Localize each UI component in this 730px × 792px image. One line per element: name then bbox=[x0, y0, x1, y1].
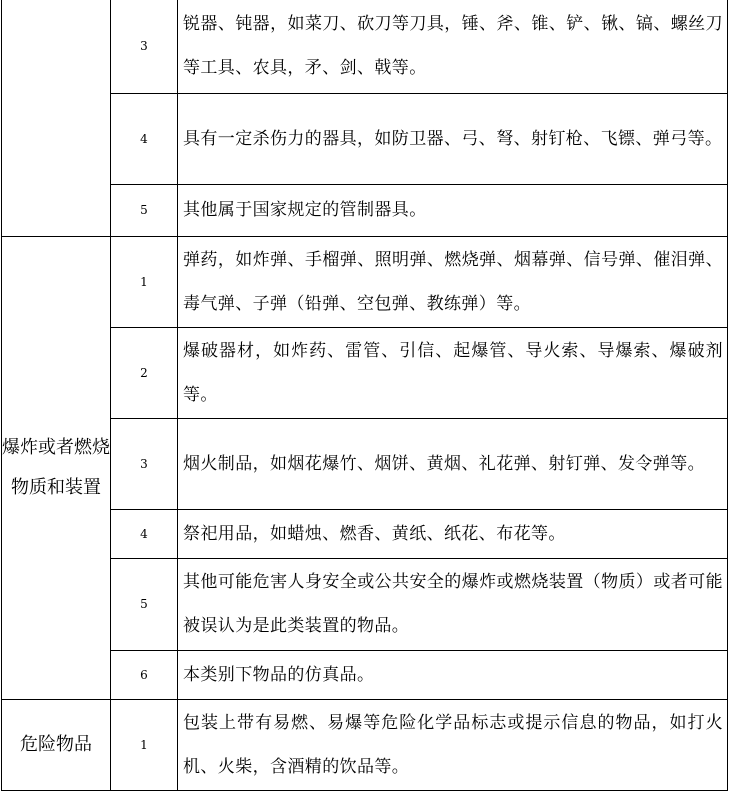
item-description: 本类别下物品的仿真品。 bbox=[178, 650, 728, 699]
item-number: 4 bbox=[111, 93, 178, 184]
table-row bbox=[2, 558, 728, 650]
item-number: 6 bbox=[111, 650, 178, 699]
table-row bbox=[2, 93, 728, 184]
item-description: 包装上带有易燃、易爆等危险化学品标志或提示信息的物品，如打火机、火柴，含酒精的饮品等。 bbox=[178, 699, 728, 790]
table-row bbox=[2, 509, 728, 558]
item-description: 其他属于国家规定的管制器具。 bbox=[178, 184, 728, 236]
item-number: 5 bbox=[111, 184, 178, 236]
item-number: 3 bbox=[111, 0, 178, 93]
table-row bbox=[2, 327, 728, 418]
item-description: 烟火制品，如烟花爆竹、烟饼、黄烟、礼花弹、射钉弹、发令弹等。 bbox=[178, 418, 728, 509]
item-number: 1 bbox=[111, 236, 178, 327]
item-number: 4 bbox=[111, 509, 178, 558]
category-cell: 危险物品 bbox=[2, 699, 111, 790]
category-cell: 爆炸或者燃烧物质和装置 bbox=[2, 236, 111, 699]
category-cell bbox=[2, 0, 111, 236]
item-description: 弹药，如炸弹、手榴弹、照明弹、燃烧弹、烟幕弹、信号弹、催泪弹、毒气弹、子弹（铅弹、空包弹、教练弹）等。 bbox=[178, 236, 728, 327]
table-row bbox=[2, 650, 728, 699]
item-number: 2 bbox=[111, 327, 178, 418]
table-row bbox=[2, 184, 728, 236]
item-description: 爆破器材，如炸药、雷管、引信、起爆管、导火索、导爆索、爆破剂等。 bbox=[178, 327, 728, 418]
item-number: 3 bbox=[111, 418, 178, 509]
item-number: 1 bbox=[111, 699, 178, 790]
table-row bbox=[2, 418, 728, 509]
item-number: 5 bbox=[111, 558, 178, 650]
table-row bbox=[2, 0, 728, 93]
item-description: 其他可能危害人身安全或公共安全的爆炸或燃烧装置（物质）或者可能被误认为是此类装置的物品。 bbox=[178, 558, 728, 650]
item-description: 具有一定杀伤力的器具，如防卫器、弓、弩、射钉枪、飞镖、弹弓等。 bbox=[178, 93, 728, 184]
item-description: 锐器、钝器，如菜刀、砍刀等刀具，锤、斧、锥、铲、锹、镐、螺丝刀等工具、农具，矛、剑、戟等。 bbox=[178, 0, 728, 93]
prohibited-items-table bbox=[1, 0, 728, 791]
item-description: 祭祀用品，如蜡烛、燃香、黄纸、纸花、布花等。 bbox=[178, 509, 728, 558]
table-row bbox=[2, 699, 728, 790]
table-row bbox=[2, 236, 728, 327]
